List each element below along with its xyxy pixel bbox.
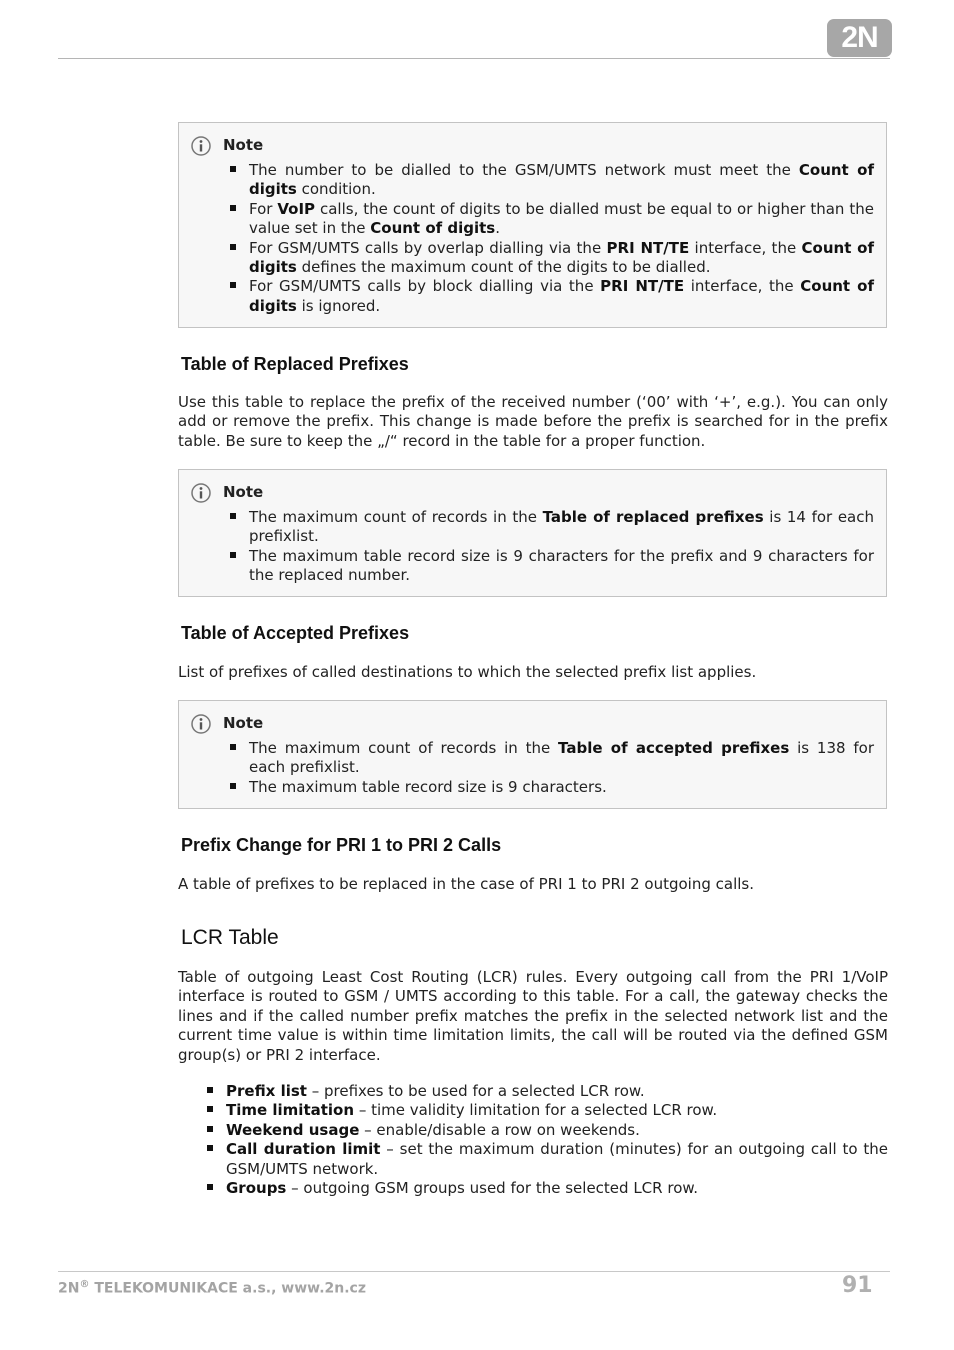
note-title: Note [223, 483, 264, 501]
lcr-field-list [226, 1082, 888, 1198]
note-list [249, 508, 874, 586]
pri-prefix-change-description: A table of prefixes to be replaced in the case of PRI 1 to PRI 2 outgoing calls. [178, 875, 754, 893]
list-item: The maximum table record size is 9 characters. [249, 778, 874, 797]
list-item: Weekend usage – enable/disable a row on weekends. [226, 1121, 888, 1140]
list-item: For VoIP calls, the count of digits to be dialled must be equal to or higher than the value set in the Count of digits. [249, 199, 874, 238]
section-heading-accepted-prefixes: Table of Accepted Prefixes [181, 623, 410, 643]
section-heading-pri-prefix-change: Prefix Change for PRI 1 to PRI 2 Calls [181, 835, 502, 855]
note-list [249, 161, 874, 316]
list-item: The maximum count of records in the Table of accepted prefixes is 138 for each prefixlist. [249, 739, 875, 777]
list-item: The maximum count of records in the Table of replaced prefixes is 14 for each prefixlist. [249, 508, 874, 546]
list-item: Prefix list – prefixes to be used for a selected LCR row. [226, 1082, 888, 1101]
list-item: Groups – outgoing GSM groups used for the selected LCR row. [226, 1179, 888, 1198]
info-icon [191, 136, 211, 156]
lcr-table-description: Table of outgoing Least Cost Routing (LCR) rules. Every outgoing call from the PRI 1/VoIP interface is routed to GSM / UMTS according to this table. For a call, the gateway checks the lines and if the called number prefix matches the prefix in the selected network list and the current time value is within time limitation limits, the call will be routed via the defined GSM group(s) or PRI 2 interface. [178, 968, 888, 1064]
info-icon [191, 483, 211, 503]
list-item: Call duration limit – set the maximum duration (minutes) for an outgoing call to the GSM/UMTS network. [226, 1140, 888, 1178]
note-box-accepted-prefixes [178, 700, 887, 809]
note-box-count-of-digits [178, 122, 887, 328]
list-item: Time limitation – time validity limitation for a selected LCR row. [226, 1101, 888, 1120]
list-item: For GSM/UMTS calls by overlap dialling via the PRI NT/TE interface, the Count of digits defines the maximum count of the digits to be dialled. [249, 238, 875, 277]
replaced-prefixes-description: Use this table to replace the prefix of the received number (‘00’ with ‘+’, e.g.). You can only add or remove the prefix. This change is made before the prefix is searched for in the prefix table. Be sure to keep the „/“ record in the table for a proper function. [178, 393, 888, 450]
section-heading-lcr-table: LCR Table [181, 926, 279, 949]
footer-divider [58, 1271, 890, 1272]
accepted-prefixes-description: List of prefixes of called destinations to which the selected prefix list applies. [178, 663, 757, 681]
footer-company: 2N® TELEKOMUNIKACE a.s., www.2n.cz [58, 1279, 366, 1297]
list-item: The number to be dialled to the GSM/UMTS network must meet the Count of digits condition. [249, 161, 874, 199]
list-item: The maximum table record size is 9 characters for the prefix and 9 characters for the replaced number. [249, 546, 874, 585]
brand-logo: 2N [827, 19, 892, 57]
note-title: Note [223, 136, 264, 154]
note-list [249, 739, 874, 797]
header-divider [58, 58, 890, 59]
page-number: 91 [842, 1273, 873, 1298]
note-box-replaced-prefixes [178, 469, 887, 597]
list-item: For GSM/UMTS calls by block dialling via the PRI NT/TE interface, the Count of digits is ignored. [249, 277, 874, 315]
note-title: Note [223, 714, 264, 732]
section-heading-replaced-prefixes: Table of Replaced Prefixes [181, 354, 409, 374]
info-icon [191, 714, 211, 734]
